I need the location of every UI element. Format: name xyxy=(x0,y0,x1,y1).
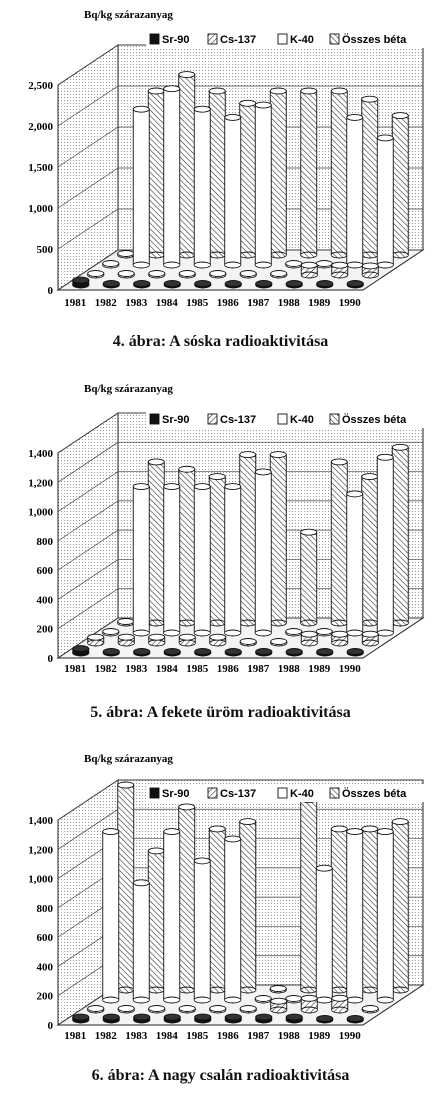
chart-panel xyxy=(0,0,441,372)
cs137-bar xyxy=(271,639,287,647)
beta-bar xyxy=(301,88,317,258)
legend-swatch-sr90 xyxy=(150,414,159,424)
k40-bar xyxy=(133,484,149,636)
beta-bar xyxy=(209,826,225,993)
x-tick-label: 1983 xyxy=(125,663,148,675)
legend-swatch-beta xyxy=(330,34,339,44)
legend-swatch-k40 xyxy=(278,414,287,424)
beta-bar xyxy=(270,88,286,258)
k40-bar xyxy=(103,261,119,269)
k40-bar xyxy=(286,261,302,269)
legend-swatch-beta xyxy=(330,414,339,424)
beta-bar xyxy=(301,529,317,626)
beta-bar xyxy=(392,819,408,993)
legend-swatch-cs137 xyxy=(208,788,217,798)
sr90-bar xyxy=(286,281,302,289)
cs137-bar xyxy=(210,1006,226,1014)
x-tick-label: 1987 xyxy=(247,1030,270,1042)
cs137-bar xyxy=(301,995,317,1013)
legend-swatch-beta xyxy=(330,788,339,798)
x-tick-label: 1982 xyxy=(94,1030,117,1042)
sr90-bar xyxy=(164,281,180,289)
sr90-bar xyxy=(103,649,119,657)
k40-bar xyxy=(133,106,149,268)
x-tick-label: 1989 xyxy=(308,663,331,675)
y-tick-label: 2,500 xyxy=(28,80,53,92)
k40-bar xyxy=(347,114,363,268)
beta-bar xyxy=(362,96,378,258)
y-tick-label: 600 xyxy=(36,932,53,945)
sr90-bar xyxy=(164,649,180,657)
k40-bar xyxy=(316,261,332,269)
x-tick-label: 1983 xyxy=(125,297,148,309)
chart-panel xyxy=(0,740,441,1108)
y-tick-label: 200 xyxy=(36,623,53,636)
y-tick-label: 1,500 xyxy=(28,162,53,174)
k40-bar xyxy=(194,484,210,636)
cs137-bar xyxy=(362,263,378,278)
cs137-bar xyxy=(88,634,104,646)
k40-bar xyxy=(377,829,393,1003)
cs137-bar xyxy=(118,1006,134,1014)
sr90-bar xyxy=(195,281,211,289)
sr90-bar xyxy=(347,281,363,289)
side-wall xyxy=(58,413,118,658)
y-tick-label: 400 xyxy=(36,594,53,607)
cs137-bar xyxy=(118,634,134,646)
k40-bar xyxy=(255,996,271,1004)
legend-label-beta: Összes béta xyxy=(342,414,407,426)
x-tick-label: 1983 xyxy=(125,1030,148,1042)
x-tick-label: 1984 xyxy=(155,663,178,675)
beta-bar xyxy=(392,113,408,258)
y-tick-label: 1,400 xyxy=(28,815,53,827)
chart-caption: 5. ábra: A fekete üröm radioaktivitása xyxy=(90,704,351,721)
x-tick-label: 1986 xyxy=(216,1030,239,1042)
k40-bar xyxy=(316,629,332,637)
cs137-bar xyxy=(179,634,195,646)
k40-bar xyxy=(133,880,149,1003)
y-tick-label: 600 xyxy=(36,565,53,578)
cs137-bar xyxy=(88,1006,104,1014)
y-tick-label: 0 xyxy=(47,1020,53,1032)
x-tick-label: 1986 xyxy=(216,663,239,675)
k40-bar xyxy=(347,829,363,1003)
cs137-bar xyxy=(362,631,378,646)
x-tick-label: 1984 xyxy=(155,297,178,309)
k40-bar xyxy=(225,836,241,1003)
sr90-bar xyxy=(195,1014,211,1023)
legend-label-k40: K-40 xyxy=(290,34,314,46)
k40-bar xyxy=(225,114,241,268)
sr90-bar xyxy=(317,649,333,657)
cs137-bar xyxy=(149,1006,165,1014)
k40-bar xyxy=(286,629,302,637)
sr90-bar xyxy=(347,1016,363,1024)
beta-bar xyxy=(179,804,195,993)
y-tick-label: 1,000 xyxy=(28,873,53,886)
x-tick-label: 1988 xyxy=(277,1030,300,1042)
legend-swatch-sr90 xyxy=(150,34,159,44)
beta-bar xyxy=(240,452,256,626)
x-tick-label: 1987 xyxy=(247,297,270,309)
beta-bar xyxy=(209,88,225,258)
y-axis-label: Bq/kg szárazanyag xyxy=(84,383,173,395)
beta-bar xyxy=(240,819,256,993)
beta-bar xyxy=(179,72,195,258)
sr90-bar xyxy=(225,649,241,657)
sr90-bar xyxy=(134,649,150,657)
cs137-bar xyxy=(301,262,317,278)
k40-bar xyxy=(194,858,210,1003)
sr90-bar xyxy=(225,281,241,289)
beta-bar xyxy=(148,88,164,258)
chart-panel xyxy=(0,372,441,740)
sr90-bar xyxy=(225,1014,241,1023)
chart-black-mugwort xyxy=(0,372,441,702)
sr90-bar xyxy=(73,277,89,288)
cs137-bar xyxy=(301,631,317,646)
x-tick-label: 1985 xyxy=(186,663,209,675)
beta-bar xyxy=(148,848,164,993)
legend-label-cs137: Cs-137 xyxy=(220,34,257,46)
x-tick-label: 1985 xyxy=(186,1030,209,1042)
k40-bar xyxy=(225,484,241,636)
cs137-bar xyxy=(210,634,226,646)
beta-bar xyxy=(270,986,286,994)
legend-swatch-k40 xyxy=(278,788,287,798)
cs137-bar xyxy=(271,998,287,1013)
x-tick-label: 1984 xyxy=(155,1030,178,1042)
y-axis-label: Bq/kg szárazanyag xyxy=(84,753,173,765)
x-tick-label: 1989 xyxy=(308,1030,331,1042)
beta-bar xyxy=(270,452,286,626)
sr90-bar xyxy=(134,1014,150,1023)
legend-label-sr90: Sr-90 xyxy=(162,414,190,426)
legend-swatch-sr90 xyxy=(150,788,159,798)
cs137-bar xyxy=(240,639,256,647)
legend-label-sr90: Sr-90 xyxy=(162,34,190,46)
chart-sorrel xyxy=(0,0,441,340)
y-tick-label: 200 xyxy=(36,990,53,1003)
legend-label-cs137: Cs-137 xyxy=(220,788,257,800)
x-tick-label: 1987 xyxy=(247,663,270,675)
beta-bar xyxy=(148,459,164,626)
legend-swatch-cs137 xyxy=(208,34,217,44)
y-tick-label: 0 xyxy=(47,285,53,297)
legend-label-k40: K-40 xyxy=(290,788,314,800)
x-tick-label: 1990 xyxy=(338,297,361,309)
legend-label-cs137: Cs-137 xyxy=(220,414,257,426)
beta-bar xyxy=(209,474,225,626)
cs137-bar xyxy=(210,271,226,279)
k40-bar xyxy=(377,135,393,268)
x-tick-label: 1990 xyxy=(338,663,361,675)
y-tick-label: 2,000 xyxy=(28,121,53,133)
cs137-bar xyxy=(118,271,134,279)
sr90-bar xyxy=(134,281,150,289)
beta-bar xyxy=(118,251,134,259)
cs137-bar xyxy=(240,271,256,279)
k40-bar xyxy=(164,86,180,268)
sr90-bar xyxy=(256,649,272,657)
beta-bar xyxy=(331,459,347,626)
cs137-bar xyxy=(240,1006,256,1014)
k40-bar xyxy=(255,469,271,636)
y-tick-label: 1,200 xyxy=(28,844,53,857)
x-tick-label: 1982 xyxy=(94,663,117,675)
k40-bar xyxy=(347,491,363,636)
cs137-bar xyxy=(332,995,348,1013)
legend-swatch-cs137 xyxy=(208,414,217,424)
sr90-bar xyxy=(317,1016,333,1024)
x-tick-label: 1989 xyxy=(308,297,331,309)
sr90-bar xyxy=(317,281,333,289)
y-tick-label: 1,000 xyxy=(28,506,53,519)
sr90-bar xyxy=(256,281,272,289)
x-tick-label: 1988 xyxy=(277,663,300,675)
k40-bar xyxy=(103,629,119,637)
chart-caption: 4. ábra: A sóska radioaktivitása xyxy=(112,333,329,350)
sr90-bar xyxy=(73,646,89,656)
beta-bar xyxy=(179,466,195,626)
y-tick-label: 0 xyxy=(47,653,53,665)
x-tick-label: 1981 xyxy=(64,1030,87,1042)
beta-bar xyxy=(118,782,134,993)
y-tick-label: 1,000 xyxy=(28,203,53,215)
beta-bar xyxy=(392,444,408,626)
k40-bar xyxy=(286,996,302,1004)
sr90-bar xyxy=(103,281,119,289)
x-tick-label: 1982 xyxy=(94,297,117,309)
x-tick-label: 1990 xyxy=(338,1030,361,1042)
legend-swatch-k40 xyxy=(278,34,287,44)
sr90-bar xyxy=(286,649,302,657)
beta-bar xyxy=(362,474,378,626)
x-tick-label: 1981 xyxy=(64,663,87,675)
cs137-bar xyxy=(149,634,165,646)
legend-label-k40: K-40 xyxy=(290,414,314,426)
sr90-bar xyxy=(286,1014,302,1023)
x-tick-label: 1986 xyxy=(216,297,239,309)
side-wall xyxy=(58,45,118,290)
sr90-bar xyxy=(164,1014,180,1023)
cs137-bar xyxy=(332,631,348,646)
x-tick-label: 1981 xyxy=(64,297,87,309)
k40-bar xyxy=(103,829,119,1003)
sr90-bar xyxy=(103,1014,119,1023)
y-tick-label: 800 xyxy=(36,535,53,548)
y-axis-label: Bq/kg szárazanyag xyxy=(84,9,173,21)
x-tick-label: 1988 xyxy=(277,297,300,309)
sr90-bar xyxy=(347,649,363,657)
sr90-bar xyxy=(73,1014,89,1023)
chart-stinging-nettle xyxy=(0,740,441,1070)
cs137-bar xyxy=(179,271,195,279)
x-tick-label: 1985 xyxy=(186,297,209,309)
beta-bar xyxy=(362,826,378,993)
legend-label-beta: Összes béta xyxy=(342,788,407,800)
k40-bar xyxy=(255,102,271,268)
cs137-bar xyxy=(149,271,165,279)
legend-label-sr90: Sr-90 xyxy=(162,788,190,800)
sr90-bar xyxy=(195,649,211,657)
beta-bar xyxy=(331,88,347,258)
cs137-bar xyxy=(362,1006,378,1014)
cs137-bar xyxy=(88,271,104,279)
k40-bar xyxy=(194,106,210,268)
beta-bar xyxy=(118,619,134,627)
cs137-bar xyxy=(179,1006,195,1014)
k40-bar xyxy=(377,454,393,636)
beta-bar xyxy=(240,100,256,258)
cs137-bar xyxy=(271,271,287,279)
k40-bar xyxy=(164,829,180,1003)
k40-bar xyxy=(316,865,332,1003)
y-tick-label: 500 xyxy=(36,244,53,256)
beta-bar xyxy=(331,826,347,993)
cs137-bar xyxy=(332,262,348,278)
sr90-bar xyxy=(256,1014,272,1023)
chart-caption: 6. ábra: A nagy csalán radioaktivitása xyxy=(91,1067,350,1084)
y-tick-label: 1,400 xyxy=(28,448,53,460)
y-tick-label: 400 xyxy=(36,961,53,974)
y-tick-label: 1,200 xyxy=(28,477,53,490)
k40-bar xyxy=(164,484,180,636)
beta-bar xyxy=(301,797,317,993)
y-tick-label: 800 xyxy=(36,902,53,915)
legend-label-beta: Összes béta xyxy=(342,34,407,46)
